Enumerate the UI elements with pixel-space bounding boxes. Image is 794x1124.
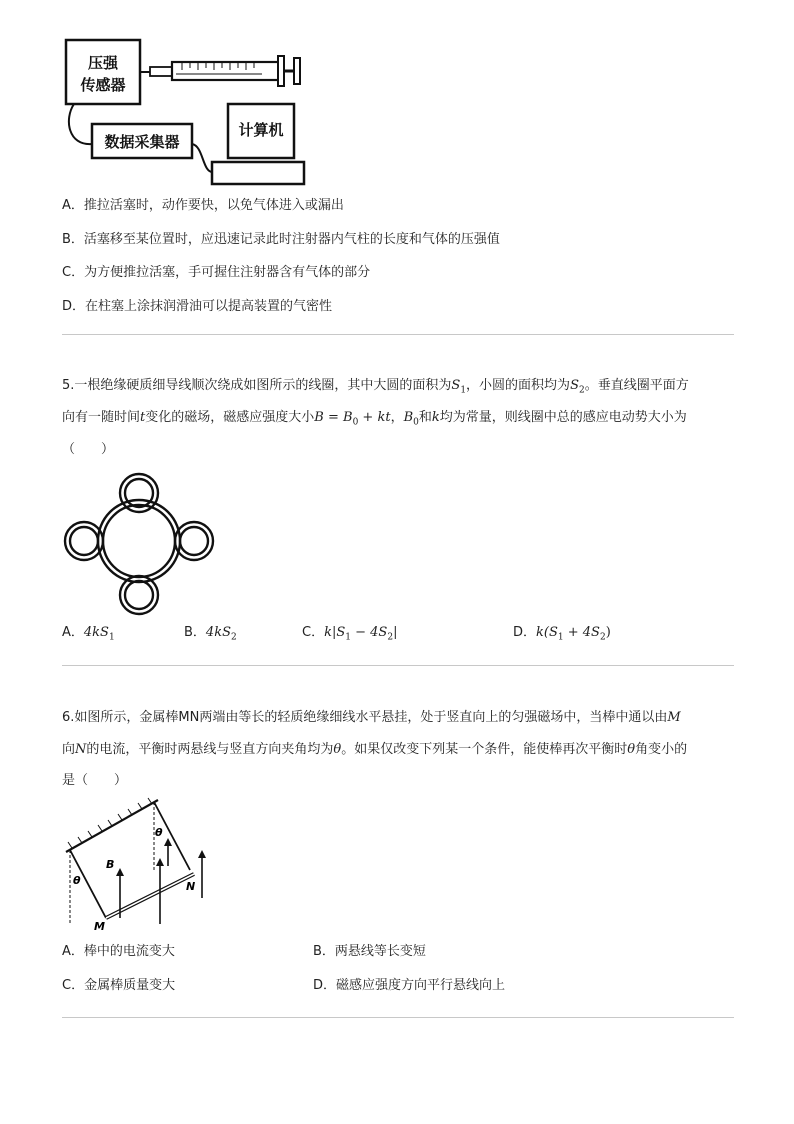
sensor-label-2: 传感器 <box>80 76 126 94</box>
sensor-box <box>66 40 140 104</box>
angle-label-right: θ <box>155 826 163 839</box>
syringe-barrel <box>172 62 280 80</box>
q5-option-c: C．$k|S_1 - 4S_2|$ <box>302 625 398 643</box>
q5-option-d: D．$k(S_1 + 4S_2)$ <box>513 625 611 643</box>
large-circle-inner <box>103 505 175 577</box>
q6-option-a: A．棒中的电流变大 <box>62 944 175 959</box>
apparatus-figure <box>62 34 312 189</box>
q4-option-c: C．为方便推拉活塞，手可握住注射器含有气体的部分 <box>62 265 371 280</box>
q4-option-b: B．活塞移至某位置时，应迅速记录此时注射器内气柱的长度和气体的压强值 <box>62 232 500 247</box>
q6-answer-blank: 是（ ） <box>62 773 128 788</box>
q5-stem-line-2: 向有一随时间t变化的磁场，磁感应强度大小$B = B_0$ + kt，$B_0$和k均为常量，则线圈中总的感应电动势大小为 <box>62 410 687 428</box>
q6-option-d: D．磁感应强度方向平行悬线向上 <box>313 978 506 993</box>
q5-option-a: A．$4kS_1$ <box>62 625 115 643</box>
rod-figure <box>62 796 222 936</box>
field-label-b: B <box>106 858 115 871</box>
q4-option-d: D．在柱塞上涂抹润滑油可以提高装置的气密性 <box>62 299 333 314</box>
q6-stem-line-2: 向N的电流，平衡时两悬线与竖直方向夹角均为θ。如果仅改变下列某一个条件，能使棒再次平衡时θ角变小的 <box>62 742 688 757</box>
divider <box>62 665 734 666</box>
computer-base <box>212 162 304 184</box>
divider <box>62 334 734 335</box>
end-label-n: N <box>186 880 196 893</box>
coil-figure <box>60 470 220 620</box>
q5-stem-line-1: 5.一根绝缘硬质细导线顺次绕成如图所示的线圈，其中大圆的面积为$S_1$，小圆的面积均为$S_2$。垂直线圈平面方 <box>62 378 689 396</box>
collector-label: 数据采集器 <box>104 133 180 151</box>
q5-option-b: B．$4kS_2$ <box>184 625 237 643</box>
end-label-m: M <box>94 920 105 933</box>
q6-option-b: B．两悬线等长变短 <box>313 944 426 959</box>
angle-label-left: θ <box>73 874 81 887</box>
q4-option-a: A．推拉活塞时，动作要快，以免气体进入或漏出 <box>62 198 344 213</box>
divider <box>62 1017 734 1018</box>
computer-label: 计算机 <box>238 121 284 139</box>
q6-option-c: C．金属棒质量变大 <box>62 978 176 993</box>
q6-stem-line-1: 6.如图所示，金属棒MN两端由等长的轻质绝缘细线水平悬挂，处于竖直向上的匀强磁场中，当棒中通以由M <box>62 710 681 725</box>
q5-answer-blank: （ ） <box>62 442 115 457</box>
sensor-label-1: 压强 <box>87 54 119 72</box>
